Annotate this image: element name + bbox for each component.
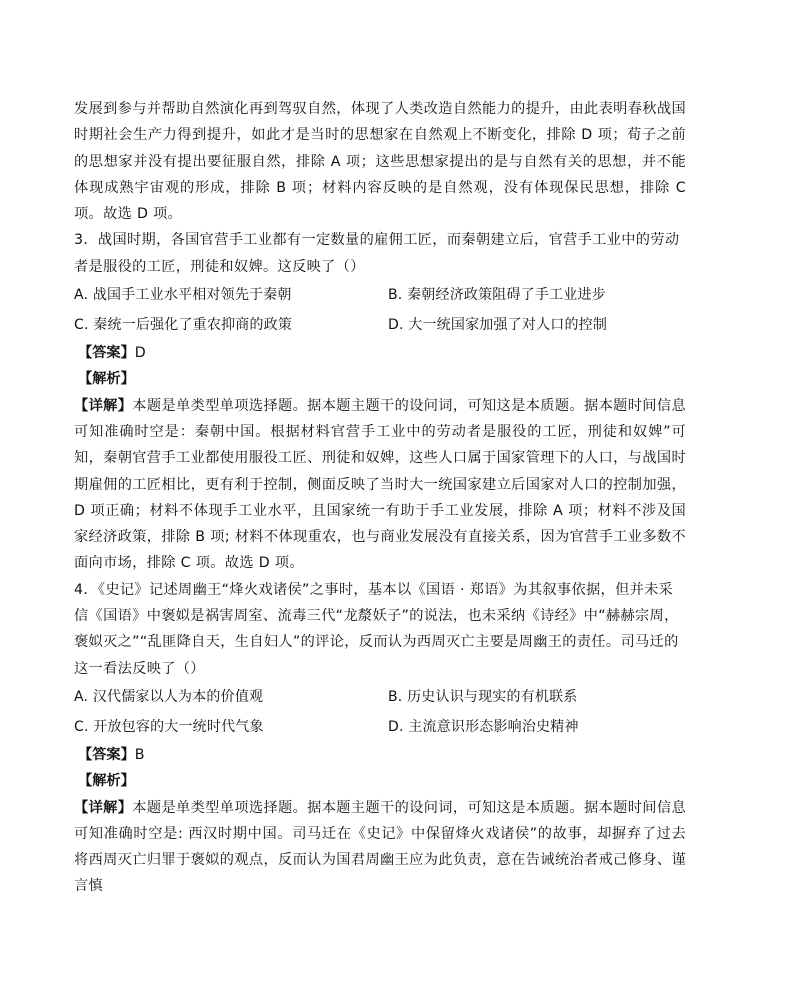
question-3-option-a: A. 战国手工业水平相对领先于秦朝: [74, 287, 292, 304]
question-4-option-a: A. 汉代儒家以人为本的价值观: [74, 688, 264, 705]
question-3-options-row-1: [74, 280, 686, 310]
detail-text: 本题是单类型单项选择题。据本题主题干的设问词，可知这是本质题。据本题时间信息可知准确时空是：秦朝中国。根据材料官营手工业中的劳动者是服役的工匠，刑徒和奴婢”可知，秦朝官营手工业都使用服役工匠、刑徒和奴婢，这些人口属于国家管理下的人口，与战国时期雇佣的工匠相比，更有利于控制，侧面反映了当时大一统国家建立后国家对人口的控制加强，D 项正确；材料不体现手工业水平，且国家统一有助于手工业发展，排除 A 项；材料不涉及国家经济政策，排除 B 项; 材料不体现重农，也与商业发展没有直接关系，因为官营手工业多数不面向市场，排除 C 项。故选 D 项。: [74, 397, 686, 572]
question-3: [74, 227, 686, 576]
answer-value: D: [134, 345, 146, 362]
question-4-options-row-2: [74, 712, 686, 742]
answer-tag: 【答案】: [78, 746, 135, 763]
question-4-detail: [74, 795, 686, 900]
question-3-options-row-2: [74, 310, 686, 340]
question-3-option-b: B. 秦朝经济政策阻碍了手工业进步: [388, 287, 606, 304]
answer-tag: 【答案】: [78, 345, 135, 362]
detail-tag: 【详解】: [74, 799, 133, 816]
analysis-tag: 【解析】: [78, 371, 135, 388]
previous-analysis-paragraph: 发展到参与并帮助自然演化再到驾驭自然，体现了人类改造自然能力的提升，由此表明春秋战国时期社会生产力得到提升，如此才是当时的思想家在自然观上不断变化，排除 D 项；荀子之前的思想家并没有提出要征服自然，排除 A 项；这些思想家提出的是与自然有关的思想，并不能体现成熟宇宙观的形成，排除 B 项；材料内容反映的是自然观，没有体现保民思想，排除 C 项。故选 D 项。: [74, 101, 686, 223]
analysis-tag: 【解析】: [78, 773, 135, 790]
question-4-options-row-1: [74, 682, 686, 712]
question-3-analysis-heading: [74, 366, 686, 392]
question-4-analysis-heading: [74, 768, 686, 794]
detail-tag: 【详解】: [74, 397, 133, 414]
question-3-stem: 3．战国时期，各国官营手工业都有一定数量的雇佣工匠，而秦朝建立后，官营手工业中的劳动者是服役的工匠，刑徒和奴婢。这反映了（）: [74, 232, 680, 275]
question-4-option-b: B. 历史认识与现实的有机联系: [388, 688, 578, 705]
question-4-option-c: C. 开放包容的大一统时代气象: [74, 718, 264, 735]
question-4-stem: 4．《史记》记述周幽王“烽火戏诸侯”之事时，基本以《国语 · 郑语》为其叙事依据，但并未采信《国语》中褒姒是祸害周室、流毒三代“龙漦妖子”的说法，也未采纳《诗经》中“赫赫宗周，褒姒灭之”“乱匪降自天，生自妇人”的评论，反而认为西周灭亡主要是周幽王的责任。司马迁的这一看法反映了（）: [74, 581, 679, 677]
question-4-option-d: D. 主流意识形态影响治史精神: [388, 718, 579, 735]
question-3-option-d: D. 大一统国家加强了对人口的控制: [388, 317, 608, 334]
question-4: [74, 577, 686, 900]
question-3-option-c: C. 秦统一后强化了重农抑商的政策: [74, 317, 293, 334]
answer-value: B: [134, 746, 145, 763]
question-4-answer: [74, 742, 686, 768]
question-3-detail: [74, 393, 686, 577]
document-page: [74, 96, 686, 900]
detail-text: 本题是单类型单项选择题。据本题主题干的设问词，可知这是本质题。据本题时间信息可知准确时空是: 西汉时期中国。司马迁在《史记》中保留烽火戏诸侯”的故事，却摒弃了过去将西周灭亡归罪于褒姒的观点，反而认为国君周幽王应为此负责，意在告诫统治者戒己修身、谨言慎: [74, 799, 686, 895]
question-3-answer: [74, 340, 686, 366]
